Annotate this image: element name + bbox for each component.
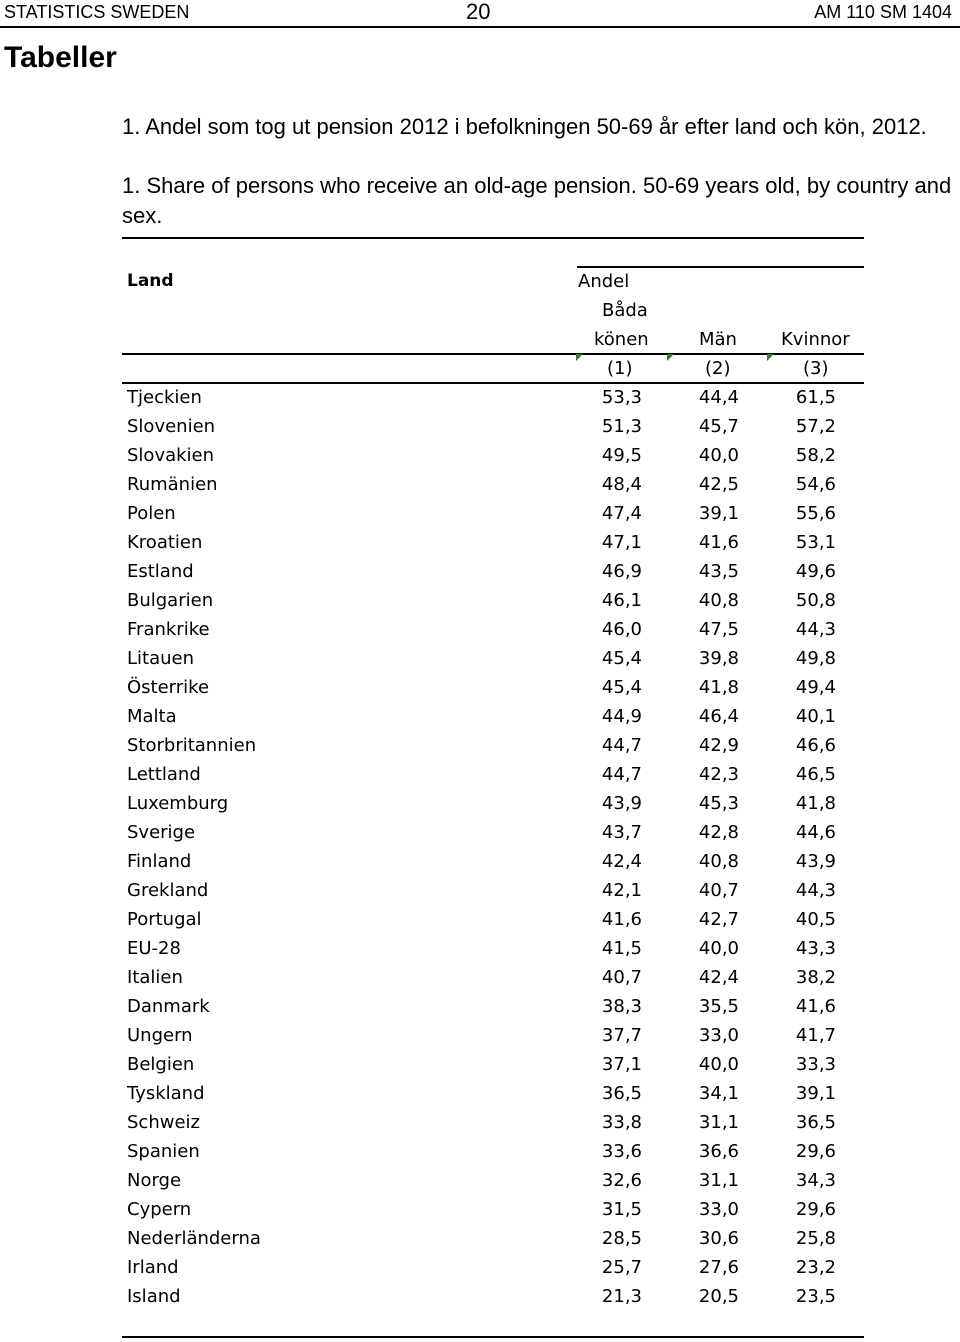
country-cell: Slovenien [127, 416, 216, 437]
table-row [122, 500, 864, 529]
country-cell: Spanien [127, 1141, 200, 1162]
women-cell: 33,3 [795, 1054, 836, 1075]
women-cell: 36,5 [795, 1112, 836, 1133]
women-cell: 44,3 [795, 880, 836, 901]
both-sexes-cell: 51,3 [601, 416, 642, 437]
men-cell: 42,5 [698, 474, 739, 495]
men-cell: 34,1 [698, 1083, 739, 1104]
table-row [122, 848, 864, 877]
table-row [122, 587, 864, 616]
column-header-bada-line1: Båda [602, 300, 648, 321]
table-row [122, 558, 864, 587]
women-cell: 23,2 [795, 1257, 836, 1278]
men-cell: 45,3 [698, 793, 739, 814]
men-cell: 42,3 [698, 764, 739, 785]
men-cell: 40,8 [698, 851, 739, 872]
table-row [122, 674, 864, 703]
country-cell: Belgien [127, 1054, 195, 1075]
country-cell: Finland [127, 851, 192, 872]
country-cell: Tyskland [127, 1083, 205, 1104]
country-cell: Malta [127, 706, 177, 727]
country-cell: Lettland [127, 764, 201, 785]
both-sexes-cell: 44,9 [601, 706, 642, 727]
country-cell: Slovakien [127, 445, 215, 466]
both-sexes-cell: 45,4 [601, 648, 642, 669]
table-row [122, 1283, 864, 1312]
men-cell: 42,9 [698, 735, 739, 756]
country-cell: Cypern [127, 1199, 192, 1220]
country-cell: Estland [127, 561, 194, 582]
men-cell: 33,0 [698, 1025, 739, 1046]
country-cell: Nederländerna [127, 1228, 261, 1249]
table-row [122, 529, 864, 558]
country-cell: Ungern [127, 1025, 193, 1046]
cell-marker-icon [767, 354, 774, 361]
country-cell: Österrike [127, 677, 210, 698]
table-row [122, 1196, 864, 1225]
section-title: Tabeller [4, 41, 117, 74]
country-cell: Sverige [127, 822, 196, 843]
both-sexes-cell: 36,5 [601, 1083, 642, 1104]
women-cell: 25,8 [795, 1228, 836, 1249]
men-cell: 30,6 [698, 1228, 739, 1249]
country-cell: Island [127, 1286, 181, 1307]
table-row [122, 1167, 864, 1196]
both-sexes-cell: 37,1 [601, 1054, 642, 1075]
column-header-land: Land [127, 271, 174, 291]
women-cell: 29,6 [795, 1141, 836, 1162]
women-cell: 44,3 [795, 619, 836, 640]
page-number: 20 [466, 0, 491, 24]
report-code: AM 110 SM 1404 [814, 2, 952, 22]
women-cell: 49,4 [795, 677, 836, 698]
men-cell: 39,1 [698, 503, 739, 524]
country-cell: Rumänien [127, 474, 218, 495]
column-group-andel: Andel [578, 271, 630, 292]
men-cell: 40,7 [698, 880, 739, 901]
table-caption-swedish: 1. Andel som tog ut pension 2012 i befolkningen 50-69 år efter land och kön, 2012. [122, 114, 927, 139]
women-cell: 38,2 [795, 967, 836, 988]
men-cell: 33,0 [698, 1199, 739, 1220]
women-cell: 50,8 [795, 590, 836, 611]
column-number-1: (1) [607, 358, 633, 379]
both-sexes-cell: 32,6 [601, 1170, 642, 1191]
women-cell: 43,9 [795, 851, 836, 872]
country-cell: Schweiz [127, 1112, 200, 1133]
table-row [122, 964, 864, 993]
both-sexes-cell: 44,7 [601, 735, 642, 756]
country-cell: Tjeckien [127, 387, 202, 408]
both-sexes-cell: 25,7 [601, 1257, 642, 1278]
men-cell: 42,4 [698, 967, 739, 988]
table-row [122, 471, 864, 500]
women-cell: 23,5 [795, 1286, 836, 1307]
table-row [122, 761, 864, 790]
women-cell: 41,7 [795, 1025, 836, 1046]
table-top-rule [122, 237, 864, 239]
publisher-name: STATISTICS SWEDEN [4, 2, 190, 22]
both-sexes-cell: 37,7 [601, 1025, 642, 1046]
table-row [122, 1109, 864, 1138]
country-cell: Norge [127, 1170, 182, 1191]
andel-group-rule [577, 266, 864, 268]
women-cell: 54,6 [795, 474, 836, 495]
men-cell: 39,8 [698, 648, 739, 669]
table-row [122, 384, 864, 413]
both-sexes-cell: 48,4 [601, 474, 642, 495]
both-sexes-cell: 38,3 [601, 996, 642, 1017]
men-cell: 44,4 [698, 387, 739, 408]
both-sexes-cell: 44,7 [601, 764, 642, 785]
men-cell: 35,5 [698, 996, 739, 1017]
table-caption-english: 1. Share of persons who receive an old-age pension. 50-69 years old, by country and sex. [122, 173, 952, 228]
both-sexes-cell: 41,5 [601, 938, 642, 959]
table-row [122, 413, 864, 442]
country-cell: Kroatien [127, 532, 203, 553]
both-sexes-cell: 21,3 [601, 1286, 642, 1307]
country-cell: Litauen [127, 648, 195, 669]
country-cell: Grekland [127, 880, 209, 901]
table-row [122, 906, 864, 935]
table-row [122, 935, 864, 964]
women-cell: 44,6 [795, 822, 836, 843]
both-sexes-cell: 46,1 [601, 590, 642, 611]
women-cell: 34,3 [795, 1170, 836, 1191]
column-number-2: (2) [705, 358, 731, 379]
table-row [122, 993, 864, 1022]
table-row [122, 732, 864, 761]
cell-marker-icon [576, 354, 583, 361]
both-sexes-cell: 47,4 [601, 503, 642, 524]
both-sexes-cell: 42,1 [601, 880, 642, 901]
women-cell: 61,5 [795, 387, 836, 408]
table-row [122, 1080, 864, 1109]
men-cell: 36,6 [698, 1141, 739, 1162]
both-sexes-cell: 42,4 [601, 851, 642, 872]
table-row [122, 703, 864, 732]
men-cell: 43,5 [698, 561, 739, 582]
men-cell: 41,6 [698, 532, 739, 553]
women-cell: 41,8 [795, 793, 836, 814]
both-sexes-cell: 46,9 [601, 561, 642, 582]
men-cell: 20,5 [698, 1286, 739, 1307]
both-sexes-cell: 47,1 [601, 532, 642, 553]
column-header-kvinnor: Kvinnor [781, 329, 850, 350]
table-row [122, 442, 864, 471]
both-sexes-cell: 40,7 [601, 967, 642, 988]
both-sexes-cell: 41,6 [601, 909, 642, 930]
men-cell: 40,0 [698, 1054, 739, 1075]
men-cell: 42,7 [698, 909, 739, 930]
table-row [122, 1225, 864, 1254]
table-row [122, 645, 864, 674]
men-cell: 40,0 [698, 938, 739, 959]
women-cell: 49,8 [795, 648, 836, 669]
country-cell: Portugal [127, 909, 202, 930]
country-cell: Italien [127, 967, 183, 988]
header-rule [122, 353, 864, 355]
both-sexes-cell: 46,0 [601, 619, 642, 640]
table-row [122, 1022, 864, 1051]
table-row [122, 877, 864, 906]
country-cell: EU-28 [127, 938, 181, 959]
men-cell: 46,4 [698, 706, 739, 727]
men-cell: 42,8 [698, 822, 739, 843]
both-sexes-cell: 33,6 [601, 1141, 642, 1162]
table-row [122, 1138, 864, 1167]
country-cell: Frankrike [127, 619, 210, 640]
women-cell: 40,5 [795, 909, 836, 930]
men-cell: 45,7 [698, 416, 739, 437]
men-cell: 31,1 [698, 1112, 739, 1133]
table-row [122, 1254, 864, 1283]
table-row [122, 616, 864, 645]
women-cell: 46,5 [795, 764, 836, 785]
column-header-bada-line2: könen [594, 329, 649, 350]
table-row [122, 1051, 864, 1080]
column-header-man: Män [699, 329, 737, 350]
both-sexes-cell: 49,5 [601, 445, 642, 466]
women-cell: 43,3 [795, 938, 836, 959]
men-cell: 27,6 [698, 1257, 739, 1278]
women-cell: 29,6 [795, 1199, 836, 1220]
both-sexes-cell: 28,5 [601, 1228, 642, 1249]
table-bottom-rule [122, 1336, 864, 1338]
women-cell: 46,6 [795, 735, 836, 756]
men-cell: 47,5 [698, 619, 739, 640]
country-cell: Bulgarien [127, 590, 214, 611]
both-sexes-cell: 33,8 [601, 1112, 642, 1133]
column-number-3: (3) [803, 358, 829, 379]
men-cell: 40,8 [698, 590, 739, 611]
page-header [0, 0, 960, 28]
both-sexes-cell: 53,3 [601, 387, 642, 408]
table-body [122, 384, 864, 1312]
women-cell: 40,1 [795, 706, 836, 727]
country-cell: Polen [127, 503, 176, 524]
country-cell: Danmark [127, 996, 210, 1017]
women-cell: 41,6 [795, 996, 836, 1017]
men-cell: 41,8 [698, 677, 739, 698]
cell-marker-icon [667, 354, 674, 361]
both-sexes-cell: 45,4 [601, 677, 642, 698]
table-row [122, 819, 864, 848]
country-cell: Irland [127, 1257, 179, 1278]
country-cell: Luxemburg [127, 793, 229, 814]
women-cell: 39,1 [795, 1083, 836, 1104]
both-sexes-cell: 43,7 [601, 822, 642, 843]
both-sexes-cell: 31,5 [601, 1199, 642, 1220]
table-row [122, 790, 864, 819]
men-cell: 40,0 [698, 445, 739, 466]
women-cell: 55,6 [795, 503, 836, 524]
women-cell: 53,1 [795, 532, 836, 553]
women-cell: 49,6 [795, 561, 836, 582]
women-cell: 57,2 [795, 416, 836, 437]
country-cell: Storbritannien [127, 735, 257, 756]
men-cell: 31,1 [698, 1170, 739, 1191]
women-cell: 58,2 [795, 445, 836, 466]
both-sexes-cell: 43,9 [601, 793, 642, 814]
